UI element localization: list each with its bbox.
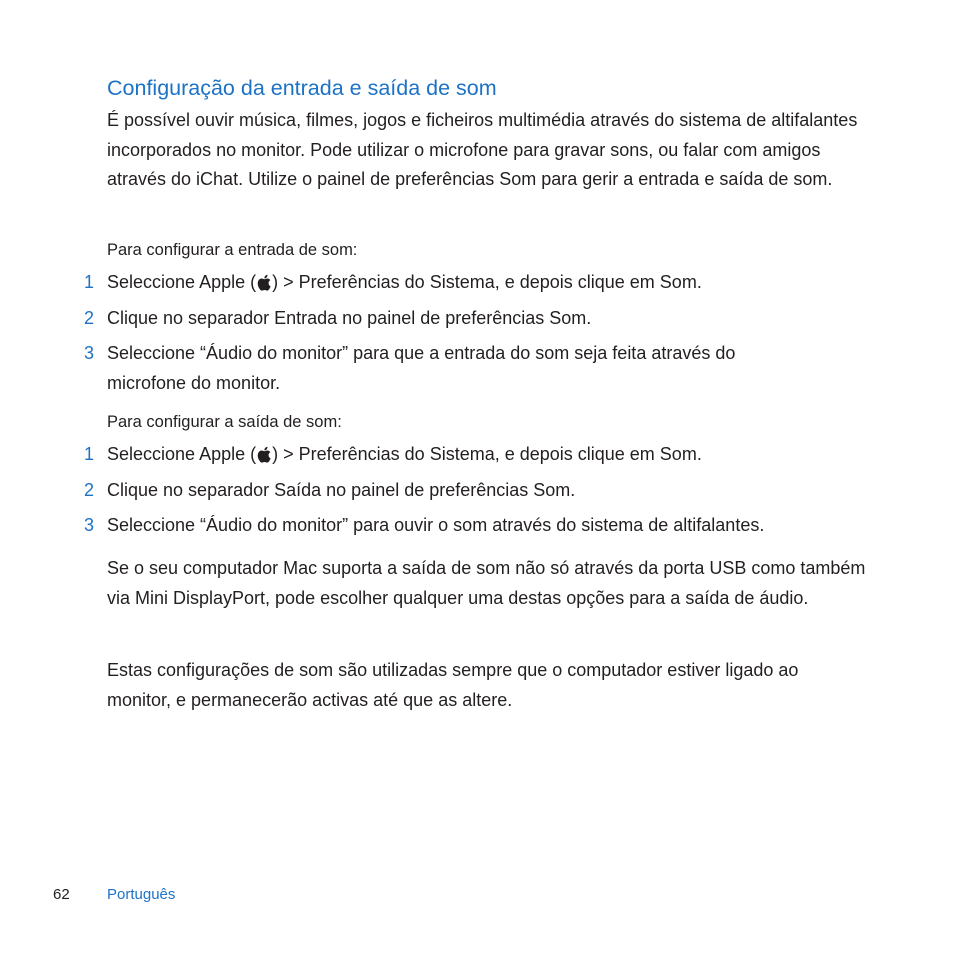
step-text	[107, 268, 807, 298]
step-number: 3	[84, 515, 95, 535]
step-text: Clique no separador Entrada no painel de preferências Som.	[107, 308, 592, 328]
step-text: Seleccione “Áudio do monitor” para que a entrada do som seja feita através do microfone do monitor.	[107, 343, 736, 393]
step-number: 1	[84, 272, 95, 292]
step-text-before-icon: Seleccione Apple (	[107, 272, 257, 292]
apple-icon	[257, 274, 271, 291]
step-text-after-icon: ) > Preferências do Sistema, e depois clique em Som.	[272, 272, 702, 292]
step-text	[107, 440, 807, 470]
section-title: Configuração da entrada e saída de som	[107, 76, 497, 100]
step-number: 1	[84, 444, 95, 464]
step-number: 2	[84, 308, 95, 328]
step-text-after-icon: ) > Preferências do Sistema, e depois clique em Som.	[272, 444, 702, 464]
step-text: Seleccione “Áudio do monitor” para ouvir o som através do sistema de altifalantes.	[107, 515, 765, 535]
step-text-before-icon: Seleccione Apple (	[107, 444, 257, 464]
step-text: Clique no separador Saída no painel de preferências Som.	[107, 480, 576, 500]
apple-icon	[257, 446, 271, 463]
footer-language: Português	[107, 886, 176, 903]
usb-note-paragraph: Se o seu computador Mac suporta a saída de som não só através da porta USB como também via Mini DisplayPort, pode escolher qualquer uma destas opções para a saída de áudio.	[107, 558, 866, 608]
page-number: 62	[53, 886, 70, 903]
step-number: 2	[84, 480, 95, 500]
step-number: 3	[84, 343, 95, 363]
input-heading: Para configurar a entrada de som:	[107, 241, 358, 259]
persist-note-paragraph: Estas configurações de som são utilizadas sempre que o computador estiver ligado ao monitor, e permanecerão activas até que as altere.	[107, 660, 799, 710]
intro-paragraph: É possível ouvir música, filmes, jogos e ficheiros multimédia através do sistema de altifalantes incorporados no monitor. Pode utilizar o microfone para gravar sons, ou falar com amigos através do iChat. Utilize o painel de preferências Som para gerir a entrada e saída de som.	[107, 110, 858, 189]
output-heading: Para configurar a saída de som:	[107, 413, 342, 431]
